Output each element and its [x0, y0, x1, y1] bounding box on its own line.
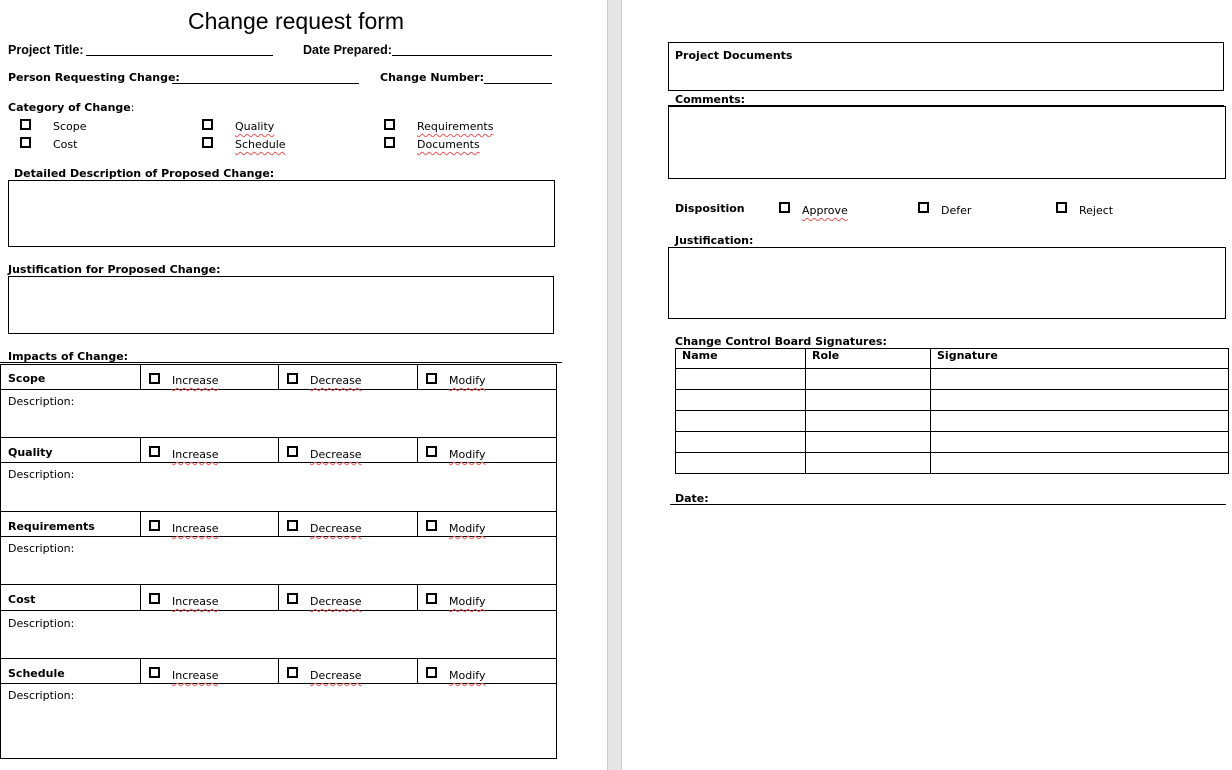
category-scope-label: Scope — [53, 120, 87, 133]
impact-row-label: Schedule — [8, 667, 65, 680]
impact-decrease-checkbox[interactable] — [287, 373, 298, 384]
impact-increase-checkbox[interactable] — [149, 520, 160, 531]
ccb-header-signature: Signature — [931, 349, 1229, 369]
impact-col-divider — [278, 585, 279, 611]
ccb-header-role: Role — [806, 349, 931, 369]
project-title-field[interactable] — [86, 55, 273, 56]
ccb-signature-cell[interactable] — [931, 432, 1229, 453]
impact-decrease-label: Decrease — [310, 448, 362, 461]
impact-modify-label: Modify — [449, 448, 486, 461]
justification-label: Justification for Proposed Change: — [8, 263, 221, 276]
impact-increase-checkbox[interactable] — [149, 667, 160, 678]
impact-block-quality — [0, 437, 557, 512]
impact-col-divider — [278, 438, 279, 463]
impact-description-label: Description: — [8, 395, 75, 408]
impact-increase-checkbox[interactable] — [149, 593, 160, 604]
category-requirements-checkbox[interactable] — [384, 119, 395, 130]
impact-col-divider — [140, 585, 141, 611]
ccb-row — [676, 369, 1229, 390]
project-documents-label: Project Documents — [675, 49, 793, 62]
impact-increase-checkbox[interactable] — [149, 446, 160, 457]
ccb-role-cell[interactable] — [806, 390, 931, 411]
impact-col-divider — [140, 659, 141, 684]
impact-modify-label: Modify — [449, 595, 486, 608]
category-scope-checkbox[interactable] — [20, 119, 31, 130]
date-label: Date: — [675, 492, 709, 505]
ccb-role-cell[interactable] — [806, 411, 931, 432]
impact-decrease-checkbox[interactable] — [287, 593, 298, 604]
category-documents-checkbox[interactable] — [384, 137, 395, 148]
disposition-justification-label: Justification: — [675, 234, 754, 247]
impact-decrease-label: Decrease — [310, 669, 362, 682]
ccb-signature-cell[interactable] — [931, 411, 1229, 432]
ccb-name-cell[interactable] — [676, 411, 806, 432]
ccb-name-cell[interactable] — [676, 390, 806, 411]
disposition-reject-checkbox[interactable] — [1056, 202, 1067, 213]
ccb-name-cell[interactable] — [676, 369, 806, 390]
ccb-signature-cell[interactable] — [931, 453, 1229, 474]
comments-box[interactable] — [668, 106, 1226, 179]
category-label-text: Category of Change — [8, 101, 131, 114]
impact-decrease-checkbox[interactable] — [287, 520, 298, 531]
disposition-approve-checkbox[interactable] — [779, 202, 790, 213]
impact-modify-checkbox[interactable] — [426, 520, 437, 531]
impact-row-label: Quality — [8, 446, 53, 459]
impact-description-label: Description: — [8, 617, 75, 630]
category-cost-checkbox[interactable] — [20, 137, 31, 148]
form-page-left — [0, 0, 607, 770]
impact-col-divider — [417, 512, 418, 537]
impact-row-label: Requirements — [8, 520, 95, 533]
impact-block-requirements — [0, 511, 557, 585]
ccb-header-name: Name — [676, 349, 806, 369]
ccb-label: Change Control Board Signatures: — [675, 335, 887, 348]
person-requesting-label: Person Requesting Change: — [8, 71, 180, 84]
impact-col-divider — [278, 365, 279, 390]
form-title: Change request form — [188, 8, 405, 34]
category-schedule-label: Schedule — [235, 138, 286, 151]
impact-modify-checkbox[interactable] — [426, 373, 437, 384]
impact-col-divider — [140, 438, 141, 463]
impact-increase-label: Increase — [172, 669, 219, 682]
impacts-rule — [0, 362, 562, 363]
impacts-label: Impacts of Change: — [8, 350, 129, 363]
justification-box[interactable] — [8, 276, 554, 334]
description-box[interactable] — [8, 180, 555, 247]
impact-col-divider — [278, 512, 279, 537]
impact-col-divider — [278, 659, 279, 684]
disposition-defer-label: Defer — [941, 204, 972, 217]
ccb-role-cell[interactable] — [806, 453, 931, 474]
impact-col-divider — [417, 365, 418, 390]
ccb-row — [676, 432, 1229, 453]
ccb-signature-cell[interactable] — [931, 369, 1229, 390]
ccb-row — [676, 453, 1229, 474]
impact-increase-label: Increase — [172, 448, 219, 461]
category-label-colon: : — [130, 101, 135, 114]
change-number-field[interactable] — [484, 83, 552, 84]
impact-modify-label: Modify — [449, 669, 486, 682]
impact-increase-label: Increase — [172, 595, 219, 608]
disposition-reject-label: Reject — [1079, 204, 1114, 217]
impact-col-divider — [140, 512, 141, 537]
impact-col-divider — [140, 365, 141, 390]
description-label: Detailed Description of Proposed Change: — [14, 167, 275, 180]
impact-modify-checkbox[interactable] — [426, 446, 437, 457]
impact-description-label: Description: — [8, 689, 75, 702]
impact-decrease-label: Decrease — [310, 374, 362, 387]
impact-increase-checkbox[interactable] — [149, 373, 160, 384]
category-requirements-label: Requirements — [417, 120, 494, 133]
disposition-approve-label: Approve — [802, 204, 848, 217]
category-label — [8, 101, 134, 114]
impact-col-divider — [417, 438, 418, 463]
disposition-defer-checkbox[interactable] — [918, 202, 929, 213]
impact-increase-label: Increase — [172, 374, 219, 387]
date-field[interactable] — [670, 504, 1226, 505]
impact-row-label: Cost — [8, 593, 36, 606]
change-number-label: Change Number: — [380, 71, 484, 84]
impact-increase-label: Increase — [172, 522, 219, 535]
disposition-label: Disposition — [675, 202, 745, 215]
ccb-name-cell[interactable] — [676, 432, 806, 453]
date-prepared-label: Date Prepared: — [303, 43, 392, 57]
category-quality-label: Quality — [235, 120, 275, 133]
impact-block-schedule — [0, 658, 557, 759]
impact-modify-label: Modify — [449, 374, 486, 387]
page-gutter — [607, 0, 622, 770]
ccb-header-row — [676, 349, 1229, 369]
date-prepared-field[interactable] — [392, 55, 552, 56]
impact-col-divider — [417, 659, 418, 684]
disposition-justification-box[interactable] — [668, 247, 1226, 319]
impact-col-divider — [417, 585, 418, 611]
impact-modify-checkbox[interactable] — [426, 593, 437, 604]
impact-decrease-label: Decrease — [310, 522, 362, 535]
ccb-name-cell[interactable] — [676, 453, 806, 474]
impact-row-label: Scope — [8, 372, 46, 385]
person-requesting-field[interactable] — [172, 83, 359, 84]
impact-modify-checkbox[interactable] — [426, 667, 437, 678]
impact-description-label: Description: — [8, 542, 75, 555]
impact-modify-label: Modify — [449, 522, 486, 535]
project-documents-box[interactable] — [668, 42, 1224, 91]
impact-decrease-checkbox[interactable] — [287, 446, 298, 457]
impact-decrease-checkbox[interactable] — [287, 667, 298, 678]
impact-block-scope — [0, 364, 557, 438]
category-documents-label: Documents — [417, 138, 480, 151]
impact-decrease-label: Decrease — [310, 595, 362, 608]
category-schedule-checkbox[interactable] — [202, 137, 213, 148]
ccb-role-cell[interactable] — [806, 369, 931, 390]
impact-description-label: Description: — [8, 468, 75, 481]
ccb-role-cell[interactable] — [806, 432, 931, 453]
category-quality-checkbox[interactable] — [202, 119, 213, 130]
project-title-label: Project Title: — [8, 43, 84, 57]
ccb-row — [676, 390, 1229, 411]
form-page-right — [622, 0, 1232, 770]
ccb-row — [676, 411, 1229, 432]
comments-label: Comments: — [675, 93, 746, 106]
ccb-signatures-table — [675, 348, 1229, 474]
impact-block-cost — [0, 584, 557, 659]
category-cost-label: Cost — [53, 138, 78, 151]
ccb-signature-cell[interactable] — [931, 390, 1229, 411]
